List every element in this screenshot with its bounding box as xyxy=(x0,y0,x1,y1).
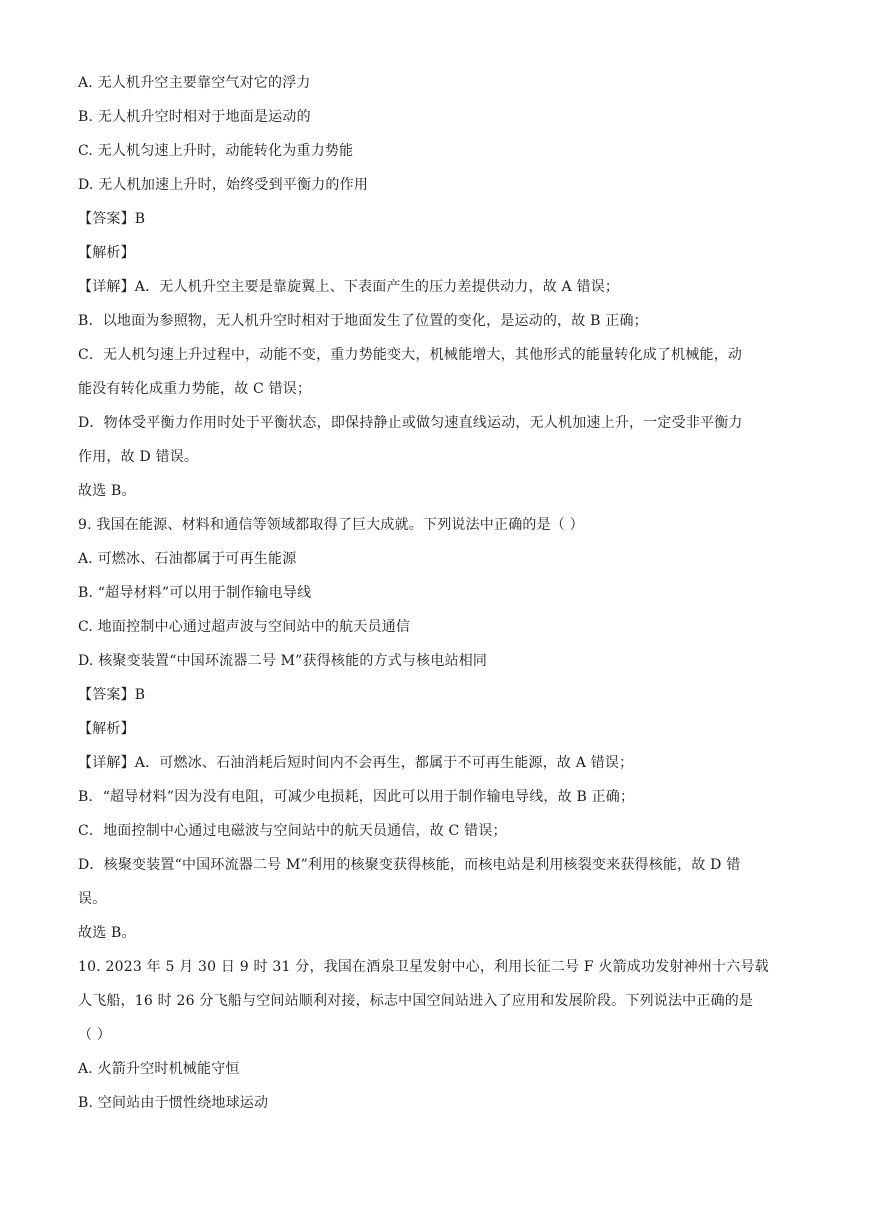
q8-option-b: B. 无人机升空时相对于地面是运动的 xyxy=(78,109,311,125)
q9-detail-line: 误。 xyxy=(78,891,107,907)
q10-option-a: A. 火箭升空时机械能守恒 xyxy=(78,1061,240,1077)
q10-option-b: B. 空间站由于惯性绕地球运动 xyxy=(78,1095,269,1111)
q8-detail-line: 作用，故 D 错误。 xyxy=(78,449,199,465)
q8-detail-line: 能没有转化成重力势能，故 C 错误； xyxy=(78,381,312,397)
q8-detail-line: D．物体受平衡力作用时处于平衡状态，即保持静止或做匀速直线运动，无人机加速上升，一定受非平衡力 xyxy=(78,415,743,431)
q8-conclusion: 故选 B。 xyxy=(78,483,136,499)
q8-option-d: D. 无人机加速上升时，始终受到平衡力的作用 xyxy=(78,177,369,193)
q8-option-a: A. 无人机升空主要靠空气对它的浮力 xyxy=(78,75,311,91)
q9-analysis-label: 【解析】 xyxy=(78,721,135,737)
q9-stem: 9. 我国在能源、材料和通信等领域都取得了巨大成就。下列说法中正确的是（ ） xyxy=(78,517,584,533)
q9-option-a: A. 可燃冰、石油都属于可再生能源 xyxy=(78,551,297,567)
q9-detail-line: C．地面控制中心通过电磁波与空间站中的航天员通信，故 C 错误； xyxy=(78,823,507,839)
q8-analysis-label: 【解析】 xyxy=(78,245,135,261)
q8-option-c: C. 无人机匀速上升时，动能转化为重力势能 xyxy=(78,143,354,159)
q10-stem-line: （ ） xyxy=(78,1027,112,1043)
q8-detail-line: B．以地面为参照物，无人机升空时相对于地面发生了位置的变化，是运动的，故 B 正确； xyxy=(78,313,648,329)
q9-detail-line: 【详解】A．可燃冰、石油消耗后短时间内不会再生，都属于不可再生能源，故 A 错误； xyxy=(78,755,634,771)
q8-answer: 【答案】B xyxy=(78,211,146,227)
q8-detail-line: 【详解】A．无人机升空主要是靠旋翼上、下表面产生的压力差提供动力，故 A 错误； xyxy=(78,279,620,295)
q9-option-d: D. 核聚变装置“中国环流器二号 M”获得核能的方式与核电站相同 xyxy=(78,653,488,669)
q9-conclusion: 故选 B。 xyxy=(78,925,136,941)
q8-detail-line: C．无人机匀速上升过程中，动能不变，重力势能变大，机械能增大，其他形式的能量转化成了机械能，动 xyxy=(78,347,743,363)
q9-option-b: B. “超导材料”可以用于制作输电导线 xyxy=(78,585,312,601)
q10-stem-line: 人飞船，16 时 26 分飞船与空间站顺利对接，标志中国空间站进入了应用和发展阶段。下列说法中正确的是 xyxy=(78,993,754,1009)
q10-stem-line: 10. 2023 年 5 月 30 日 9 时 31 分，我国在酒泉卫星发射中心，利用长征二号 F 火箭成功发射神州十六号载 xyxy=(78,959,769,975)
q9-detail-line: B．“超导材料”因为没有电阻，可减少电损耗，因此可以用于制作输电导线，故 B 正确； xyxy=(78,789,635,805)
q9-detail-line: D．核聚变装置“中国环流器二号 M”利用的核聚变获得核能，而核电站是利用核裂变来获得核能，故 D 错 xyxy=(78,857,741,873)
q9-option-c: C. 地面控制中心通过超声波与空间站中的航天员通信 xyxy=(78,619,411,635)
q9-answer: 【答案】B xyxy=(78,687,146,703)
